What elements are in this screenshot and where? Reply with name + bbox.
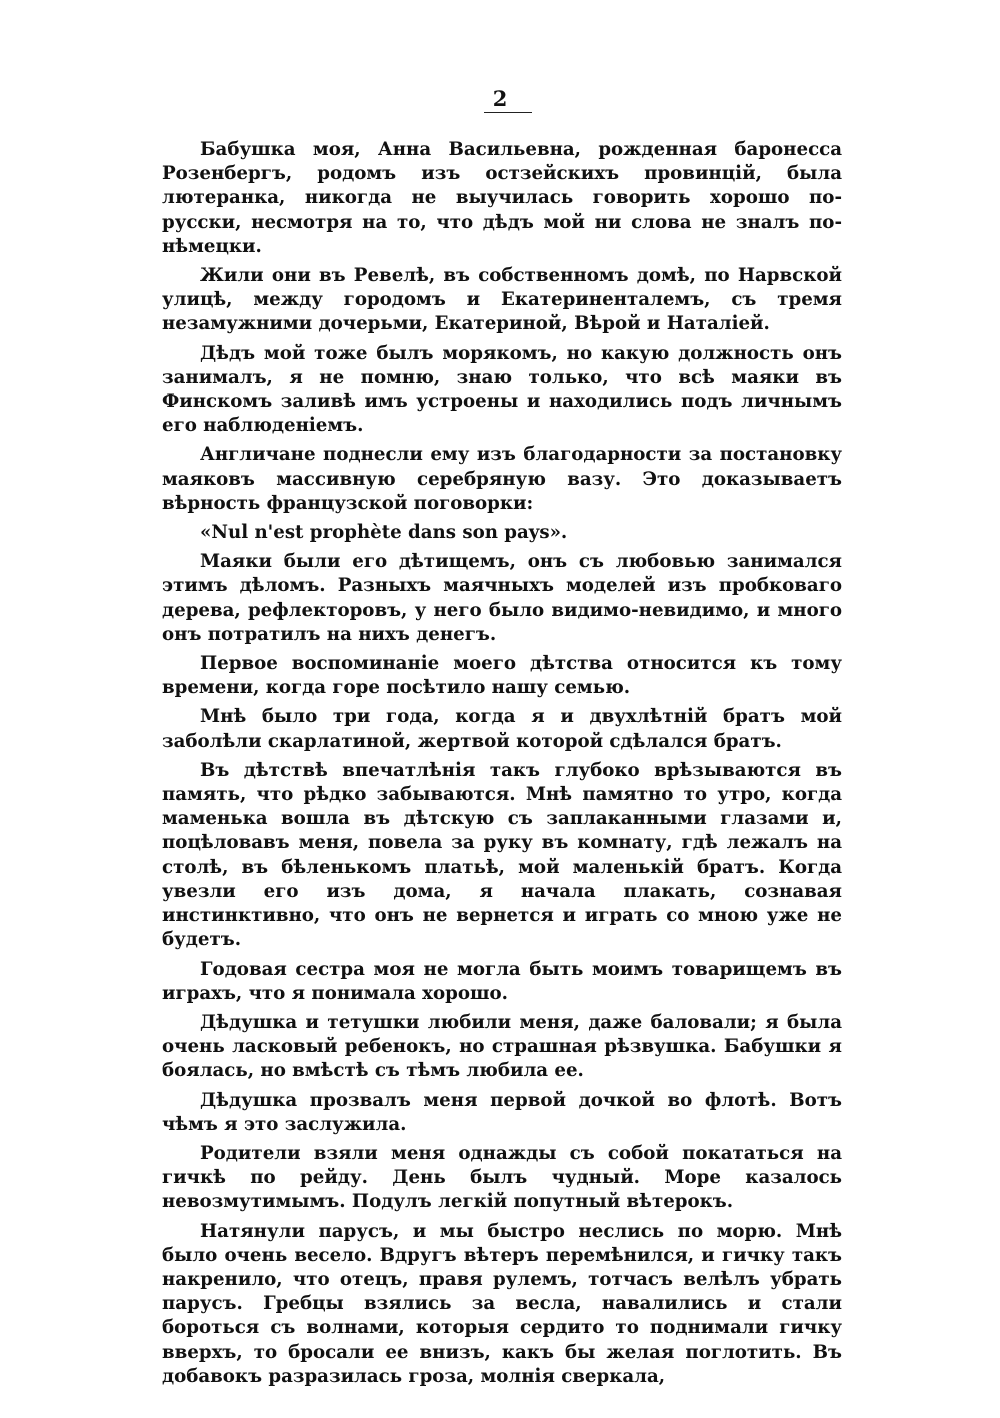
paragraph: Бабушка моя, Анна Васильевна, рожденная баронесса Розенбергъ, родомъ изъ остзейскихъ провинцiй, была лютеранка, никогда не выучилась говорить хорошо по-русски, несмотря на то, что дѣдъ мой ни слова не зналъ по-нѣмецки. — [162, 139, 842, 257]
paragraph: Дѣдушка и тетушки любили меня, даже баловали; я была очень ласковый ребенокъ, но страшная рѣзвушка. Бабушки я боялась, но вмѣстѣ съ тѣмъ любила ее. — [162, 1011, 842, 1082]
paragraph: Годовая сестра моя не могла быть моимъ товарищемъ въ играхъ, что я понимала хорошо. — [162, 958, 842, 1004]
page-number-rule — [484, 112, 532, 113]
paragraph: Маяки были его дѣтищемъ, онъ съ любовью занимался этимъ дѣломъ. Разныхъ маячныхъ моделей изъ пробковаго дерева, рефлекторовъ, у него было видимо-невидимо, и много онъ потратилъ на нихъ денегъ. — [162, 551, 842, 645]
paragraph: Англичане поднесли ему изъ благодарности за постановку маяковъ массивную серебряную вазу. Это доказываетъ вѣрность французской поговорки: — [162, 444, 842, 514]
page-number: 2 — [492, 86, 508, 111]
paragraph: Первое воспоминанiе моего дѣтства относится къ тому времени, когда горе посѣтило нашу семью. — [162, 653, 842, 699]
paragraph: Дѣдушка прозвалъ меня первой дочкой во флотѣ. Вотъ чѣмъ я это заслужила. — [162, 1089, 842, 1135]
quote-paragraph: «Nul n'est prophète dans son pays». — [200, 522, 568, 544]
body-text — [162, 138, 842, 1394]
paragraph: Жили они въ Ревелѣ, въ собственномъ домѣ, по Нарвской улицѣ, между городомъ и Екатериненталемъ, съ тремя незамужними дочерьми, Екатериной, Вѣрой и Наталiей. — [162, 265, 842, 335]
paragraph: Родители взяли меня однажды съ собой покататься на гичкѣ по рейду. День былъ чудный. Море казалось невозмутимымъ. Подулъ легкiй попутный вѣтерокъ. — [162, 1142, 842, 1213]
paragraph: Дѣдъ мой тоже былъ морякомъ, но какую должность онъ занималъ, я не помню, знаю только, что всѣ маяки въ Финскомъ заливѣ имъ устроены и находились подъ личнымъ его наблюденiемъ. — [162, 342, 842, 437]
paragraph: Въ дѣтствѣ впечатлѣнiя такъ глубоко врѣзываются въ память, что рѣдко забываются. Мнѣ памятно то утро, когда маменька вошла въ дѣтскую съ заплаканными глазами и, поцѣловавъ меня, повела за руку въ комнату, гдѣ лежалъ на столѣ, въ бѣленькомъ платьѣ, мой маленькiй братъ. Когда увезли его изъ дома, я начала плакать, сознавая инстинктивно, что онъ не вернется и играть со мною уже не будетъ. — [162, 759, 842, 951]
paragraph: Мнѣ было три года, когда я и двухлѣтнiй братъ мой заболѣли скарлатиной, жертвой которой сдѣлался братъ. — [162, 706, 842, 752]
paragraph: Натянули парусъ, и мы быстро неслись по морю. Мнѣ было очень весело. Вдругъ вѣтеръ перемѣнился, и гичку такъ накренило, что отецъ, правя рулемъ, тотчасъ велѣлъ убрать парусъ. Гребцы взялись за весла, навалились и стали бороться съ волнами, которыя сердито то поднимали гичку вверхъ, то бросали ее внизъ, какъ бы желая поглотить. Въ добавокъ разразилась гроза, молнiя сверкала, — [162, 1220, 842, 1387]
